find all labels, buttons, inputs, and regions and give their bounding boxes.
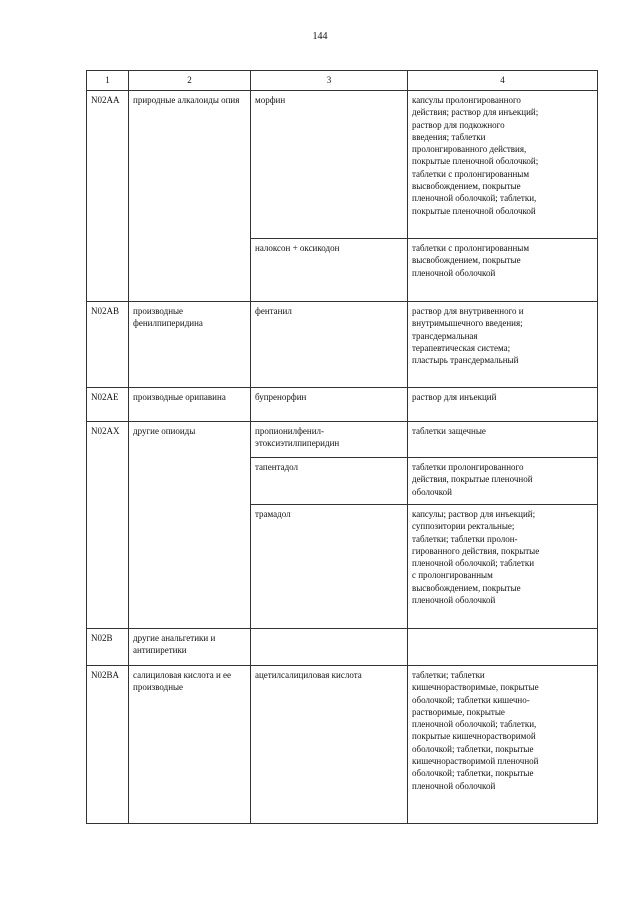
dosage-form-cell <box>408 666 598 824</box>
group-name-cell <box>129 666 251 824</box>
dosage-form-cell-line: покрытые пленочной оболочкой <box>412 205 536 216</box>
group-name-cell <box>129 629 251 666</box>
dosage-form-cell <box>408 422 598 458</box>
table-row <box>87 629 598 666</box>
drug-name-cell-line: ацетилсалициловая кислота <box>255 670 362 680</box>
table-body <box>87 91 598 824</box>
drug-name-cell <box>251 91 408 239</box>
group-name-cell-line: природные алкалоиды опия <box>133 95 240 105</box>
drug-name-cell-line: этоксиэтилпиперидин <box>255 438 340 449</box>
page-number: 144 <box>312 31 328 42</box>
dosage-form-cell-line: кишечнорастворимой пленочной <box>412 756 539 767</box>
dosage-form-cell-line: таблетки защечные <box>412 426 486 436</box>
group-name-cell-line: производные <box>133 306 184 316</box>
dosage-form-cell-line: оболочкой; таблетки, покрытые <box>412 743 534 754</box>
group-name-cell-line: салициловая кислота и ее <box>133 670 232 680</box>
dosage-form-cell-line: растворимые, покрытые <box>412 706 505 717</box>
dosage-form-cell-line: капсулы пролонгированного <box>412 95 521 105</box>
drug-name-cell-line: трамадол <box>255 509 291 519</box>
drug-name-cell-line: налоксон + оксикодон <box>255 243 340 253</box>
dosage-form-cell-line: пленочной оболочкой <box>412 267 496 278</box>
dosage-form-cell-line: покрытые кишечнорастворимой <box>412 731 536 742</box>
table-row <box>87 388 598 422</box>
drug-table <box>86 70 598 824</box>
dosage-form-cell-line: введения; таблетки <box>412 131 486 142</box>
dosage-form-cell-line: таблетки с пролонгированным <box>412 168 530 179</box>
header-cell-3: 3 <box>251 71 408 91</box>
drug-name-cell <box>251 629 408 666</box>
drug-name-cell <box>251 239 408 302</box>
dosage-form-cell <box>408 505 598 629</box>
dosage-form-cell-line: оболочкой; таблетки, покрытые <box>412 768 534 779</box>
dosage-form-cell-line: таблетки; таблетки пролон- <box>412 533 518 544</box>
dosage-form-cell <box>408 302 598 388</box>
group-name-cell <box>129 422 251 629</box>
dosage-form-cell-line: действия, покрытые пленочной <box>412 474 533 485</box>
dosage-form-cell-line: таблетки пролонгированного <box>412 462 524 472</box>
drug-name-cell-line: фентанил <box>255 306 292 316</box>
group-name-cell-line: производные <box>133 682 184 693</box>
drug-name-cell <box>251 458 408 505</box>
dosage-form-cell-line: капсулы; раствор для инъекций; <box>412 509 536 519</box>
dosage-form-cell-line: пленочной оболочкой; таблетки, <box>412 719 537 730</box>
drug-name-cell-line: морфин <box>255 95 286 105</box>
dosage-form-cell-line: высвобождением, покрытые <box>412 582 521 593</box>
dosage-form-cell-line: действия; раствор для инъекций; <box>412 107 539 118</box>
dosage-form-cell-line: пролонгированного действия, <box>412 144 527 155</box>
dosage-form-cell-line: высвобождением, покрытые <box>412 255 521 266</box>
drug-name-cell-line: бупренорфин <box>255 392 307 402</box>
drug-name-cell <box>251 302 408 388</box>
dosage-form-cell-line: пленочной оболочкой; таблетки, <box>412 193 537 204</box>
table-row <box>87 422 598 458</box>
drug-name-cell <box>251 666 408 824</box>
dosage-form-cell-line: пленочной оболочкой <box>412 780 496 791</box>
group-name-cell-line: другие анальгетики и <box>133 633 216 643</box>
drug-name-cell <box>251 422 408 458</box>
drug-name-cell <box>251 505 408 629</box>
group-name-cell-line: антипиретики <box>133 645 187 656</box>
group-name-cell <box>129 302 251 388</box>
atc-code-cell: N02AX <box>87 422 129 629</box>
dosage-form-cell-line: терапевтическая система; <box>412 342 511 353</box>
dosage-form-cell-line: кишечнорастворимые, покрытые <box>412 682 539 693</box>
atc-code-cell: N02AB <box>87 302 129 388</box>
dosage-form-cell-line: таблетки; таблетки <box>412 670 485 680</box>
dosage-form-cell-line: пленочной оболочкой <box>412 595 496 606</box>
dosage-form-cell-line: с пролонгированным <box>412 570 493 581</box>
dosage-form-cell-line: раствор для внутривенного и <box>412 306 524 316</box>
header-cell-1: 1 <box>87 71 129 91</box>
dosage-form-cell-line: раствор для подкожного <box>412 119 505 130</box>
atc-code-cell: N02B <box>87 629 129 666</box>
group-name-cell <box>129 388 251 422</box>
dosage-form-cell-line: раствор для инъекций <box>412 392 497 402</box>
atc-code-cell: N02AA <box>87 91 129 302</box>
dosage-form-cell-line: таблетки с пролонгированным <box>412 243 530 253</box>
dosage-form-cell-line: пленочной оболочкой; таблетки <box>412 558 535 569</box>
group-name-cell-line: фенилпиперидина <box>133 318 203 329</box>
table-row <box>87 666 598 824</box>
group-name-cell <box>129 91 251 302</box>
dosage-form-cell-line: внутримышечного введения; <box>412 318 523 329</box>
atc-code-cell: N02AE <box>87 388 129 422</box>
dosage-form-cell-line: оболочкой; таблетки кишечно- <box>412 694 530 705</box>
atc-code-cell: N02BA <box>87 666 129 824</box>
header-row <box>87 71 598 91</box>
dosage-form-cell-line: гированного действия, покрытые <box>412 545 540 556</box>
dosage-form-cell <box>408 91 598 239</box>
dosage-form-cell-line: трансдермальная <box>412 330 478 341</box>
header-cell-2: 2 <box>129 71 251 91</box>
dosage-form-cell-line: покрытые пленочной оболочкой; <box>412 156 539 167</box>
dosage-form-cell-line: высвобождением, покрытые <box>412 181 521 192</box>
dosage-form-cell <box>408 388 598 422</box>
dosage-form-cell-line: оболочкой <box>412 486 452 497</box>
dosage-form-cell <box>408 458 598 505</box>
dosage-form-cell-line: пластырь трансдермальный <box>412 355 519 366</box>
header-cell-4: 4 <box>408 71 598 91</box>
table-row <box>87 302 598 388</box>
group-name-cell-line: производные орипавина <box>133 392 226 402</box>
group-name-cell-line: другие опиоиды <box>133 426 196 436</box>
table-row <box>87 91 598 239</box>
drug-name-cell <box>251 388 408 422</box>
dosage-form-cell <box>408 629 598 666</box>
drug-name-cell-line: пропионилфенил- <box>255 426 325 436</box>
dosage-form-cell <box>408 239 598 302</box>
dosage-form-cell-line: суппозитории ректальные; <box>412 521 515 532</box>
drug-name-cell-line: тапентадол <box>255 462 299 472</box>
